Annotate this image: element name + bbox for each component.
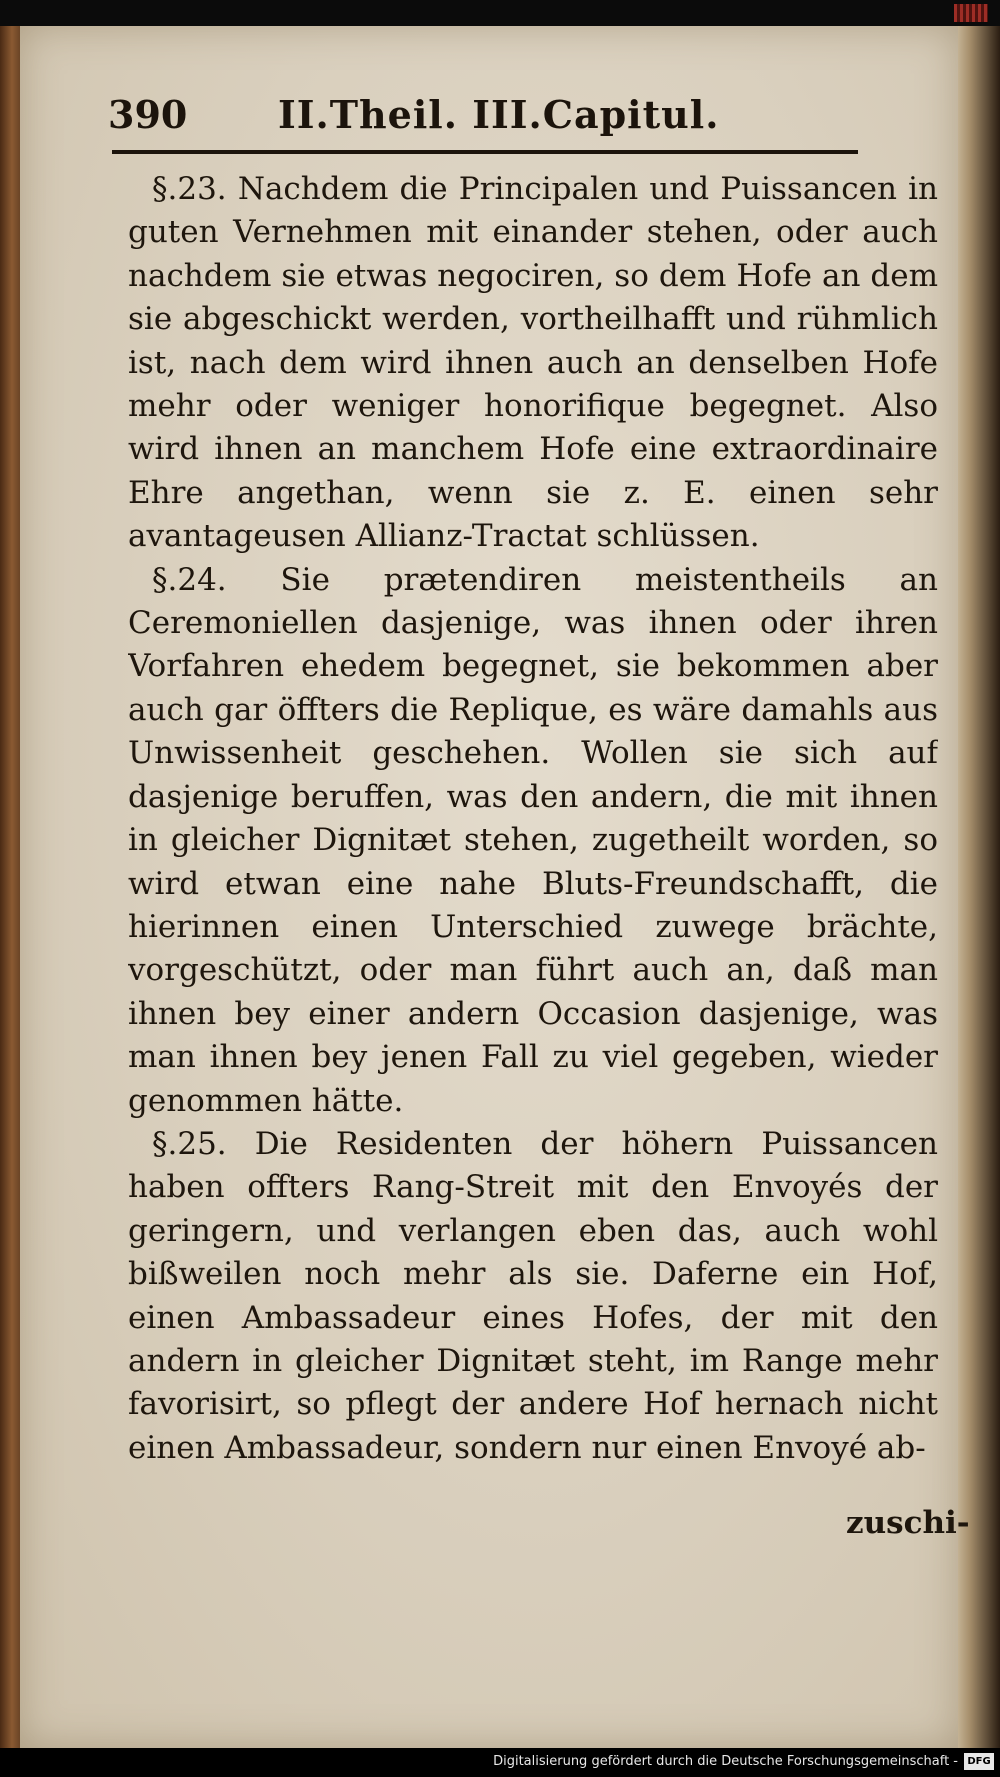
catchword: zuschi- — [846, 1505, 970, 1541]
page-header — [108, 88, 868, 144]
page-body — [128, 168, 938, 1498]
page-number: 390 — [108, 92, 188, 137]
dfg-logo: DFG — [964, 1753, 994, 1770]
top-scan-border — [0, 0, 1000, 26]
paragraph-25: §.25. Die Residenten der höhern Puissancen haben offters Rang-Streit mit den Envoyés der geringern, und verlangen eben das, auch wohl bißweilen noch mehr als sie. Daferne ein Hof, einen Ambassadeur eines Hofes, der mit den andern in gleicher Dignitæt steht, im Range mehr favorisirt, so pflegt der andere Hof hernach nicht einen Ambassadeur, sondern nur einen Envoyé ab- — [128, 1125, 938, 1466]
digitization-credit: Digitalisierung gefördert durch die Deutsche Forschungsgemeinschaft - — [493, 1754, 958, 1769]
book-spine-edge — [0, 26, 20, 1748]
paragraph-24: §.24. Sie prætendiren meistentheils an Ceremoniellen dasjenige, was ihnen oder ihren Vorfahren ehedem begegnet, sie bekommen aber auch gar öffters die Replique, es wäre damahls aus Unwissenheit geschehen. Wollen sie sich auf dasjenige beruffen, was den andern, die mit ihnen in gleicher Dignitæt stehen, zugetheilt worden, so wird etwan eine nahe Bluts-Freundschafft, die hierinnen einen Unterschied zuwege brächte, vorgeschützt, oder man führt auch an, daß man ihnen bey einer andern Occasion dasjenige, was man ihnen bey jenen Fall zu viel gegeben, wieder genommen hätte. — [128, 561, 938, 1119]
footer-bar — [0, 1748, 1000, 1777]
show-through-ink — [170, 1505, 490, 1545]
header-rule — [112, 150, 858, 154]
running-head: II.Theil. III.Capitul. — [278, 92, 720, 137]
page-fore-edge — [956, 26, 1000, 1748]
paragraph-23: §.23. Nachdem die Principalen und Puissancen in guten Vernehmen mit einander stehen, oder auch nachdem sie etwas negociren, so dem Hofe an dem sie abgeschickt werden, vortheilhafft und rühmlich ist, nach dem wird ihnen auch an denselben Hofe mehr oder weniger honorifique begegnet. Also wird ihnen an manchem Hofe eine extraordinaire Ehre angethan, wenn sie z. E. einen sehr avantageusen Allianz-Tractat schlüssen. — [128, 171, 938, 555]
